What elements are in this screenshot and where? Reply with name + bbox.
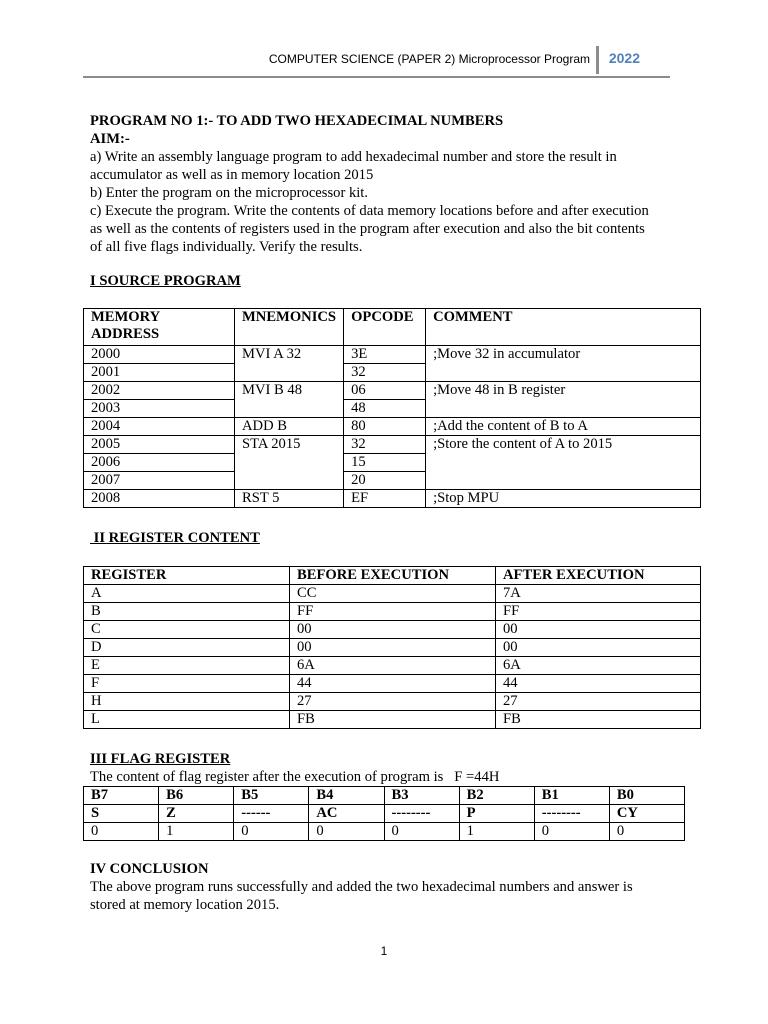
source-program-heading: I SOURCE PROGRAM xyxy=(90,273,241,289)
after-value: 6A xyxy=(496,657,701,675)
aim-line: a) Write an assembly language program to add hexadecimal number and store the result in xyxy=(90,149,617,165)
opcode-cell: 06 xyxy=(344,382,426,400)
comment-cell: ;Stop MPU xyxy=(426,490,701,508)
after-value: FF xyxy=(496,603,701,621)
flag-value: 0 xyxy=(234,823,309,841)
table-row xyxy=(84,490,701,508)
flag-name: CY xyxy=(609,805,684,823)
opcode-cell: 32 xyxy=(344,436,426,454)
table-row xyxy=(84,418,701,436)
register-content-heading: II REGISTER CONTENT xyxy=(90,530,260,546)
address-cell: 2007 xyxy=(84,472,235,490)
header-memory-address: MEMORY ADDRESS xyxy=(84,309,235,346)
aim-line: accumulator as well as in memory location 2015 xyxy=(90,167,374,183)
header-opcode: OPCODE xyxy=(344,309,426,346)
flag-bit: B2 xyxy=(459,787,534,805)
flag-names-row xyxy=(84,805,685,823)
opcode-cell: 3E xyxy=(344,346,426,364)
page-number: 1 xyxy=(380,944,388,958)
before-value: 27 xyxy=(290,693,496,711)
opcode-cell: 80 xyxy=(344,418,426,436)
flag-value: 1 xyxy=(159,823,234,841)
after-value: 44 xyxy=(496,675,701,693)
mnemonic-cell: MVI B 48 xyxy=(235,382,344,418)
conclusion-section xyxy=(90,860,690,914)
conclusion-line: The above program runs successfully and added the two hexadecimal numbers and answer is xyxy=(90,879,633,895)
header-separator xyxy=(596,46,599,74)
before-value: 00 xyxy=(290,639,496,657)
flag-bit: B3 xyxy=(384,787,459,805)
page-header xyxy=(83,44,670,78)
table-row xyxy=(84,675,701,693)
mnemonic-cell: MVI A 32 xyxy=(235,346,344,382)
register-name: B xyxy=(84,603,290,621)
program-title: PROGRAM NO 1:- TO ADD TWO HEXADECIMAL NUMBERS xyxy=(90,113,504,129)
table-row xyxy=(84,436,701,454)
flag-register-table xyxy=(83,786,685,841)
flag-bit: B4 xyxy=(309,787,384,805)
header-register: REGISTER xyxy=(84,567,290,585)
table-row xyxy=(84,639,701,657)
mnemonic-cell: ADD B xyxy=(235,418,344,436)
flag-value: 0 xyxy=(534,823,609,841)
after-value: 27 xyxy=(496,693,701,711)
flag-bit: B0 xyxy=(609,787,684,805)
source-program-table xyxy=(83,308,701,508)
mnemonic-cell: STA 2015 xyxy=(235,436,344,490)
conclusion-line: stored at memory location 2015. xyxy=(90,897,280,913)
flag-value: 1 xyxy=(459,823,534,841)
flag-values-row xyxy=(84,823,685,841)
opcode-cell: 20 xyxy=(344,472,426,490)
flag-value: 0 xyxy=(609,823,684,841)
address-cell: 2000 xyxy=(84,346,235,364)
register-name: E xyxy=(84,657,290,675)
flag-name: Z xyxy=(159,805,234,823)
before-value: CC xyxy=(290,585,496,603)
address-cell: 2005 xyxy=(84,436,235,454)
flag-bit: B1 xyxy=(534,787,609,805)
flag-value: 0 xyxy=(84,823,159,841)
table-row xyxy=(84,346,701,364)
flag-register-note: The content of flag register after the execution of program is F =44H xyxy=(90,769,500,785)
after-value: 00 xyxy=(496,639,701,657)
header-comment: COMMENT xyxy=(426,309,701,346)
table-header-row xyxy=(84,309,701,346)
address-cell: 2003 xyxy=(84,400,235,418)
mnemonic-cell: RST 5 xyxy=(235,490,344,508)
opcode-cell: EF xyxy=(344,490,426,508)
before-value: 44 xyxy=(290,675,496,693)
flag-name: -------- xyxy=(534,805,609,823)
opcode-cell: 48 xyxy=(344,400,426,418)
address-cell: 2006 xyxy=(84,454,235,472)
comment-cell: ;Move 32 in accumulator xyxy=(426,346,701,382)
header-after-execution: AFTER EXECUTION xyxy=(496,567,701,585)
table-row xyxy=(84,603,701,621)
table-header-row xyxy=(84,567,701,585)
flag-name: -------- xyxy=(384,805,459,823)
table-row xyxy=(84,621,701,639)
aim-line: c) Execute the program. Write the contents of data memory locations before and after execution xyxy=(90,203,649,219)
table-row xyxy=(84,585,701,603)
flag-bits-row xyxy=(84,787,685,805)
register-name: C xyxy=(84,621,290,639)
after-value: 00 xyxy=(496,621,701,639)
flag-name: ------ xyxy=(234,805,309,823)
address-cell: 2004 xyxy=(84,418,235,436)
address-cell: 2002 xyxy=(84,382,235,400)
register-name: D xyxy=(84,639,290,657)
flag-name: S xyxy=(84,805,159,823)
before-value: 6A xyxy=(290,657,496,675)
aim-label: AIM:- xyxy=(90,131,130,147)
aim-line: b) Enter the program on the microprocessor kit. xyxy=(90,185,369,201)
register-content-table xyxy=(83,566,701,729)
comment-cell: ;Store the content of A to 2015 xyxy=(426,436,701,490)
before-value: 00 xyxy=(290,621,496,639)
conclusion-heading: IV CONCLUSION xyxy=(90,861,209,877)
intro-section xyxy=(90,112,690,256)
flag-bit: B7 xyxy=(84,787,159,805)
opcode-cell: 32 xyxy=(344,364,426,382)
aim-line: as well as the contents of registers used in the program after execution and also the bit contents xyxy=(90,221,645,237)
header-mnemonics: MNEMONICS xyxy=(235,309,344,346)
register-name: L xyxy=(84,711,290,729)
address-cell: 2001 xyxy=(84,364,235,382)
before-value: FB xyxy=(290,711,496,729)
after-value: FB xyxy=(496,711,701,729)
flag-value: 0 xyxy=(309,823,384,841)
header-before-execution: BEFORE EXECUTION xyxy=(290,567,496,585)
before-value: FF xyxy=(290,603,496,621)
flag-name: P xyxy=(459,805,534,823)
flag-value: 0 xyxy=(384,823,459,841)
table-row xyxy=(84,693,701,711)
flag-register-heading: III FLAG REGISTER xyxy=(90,751,231,767)
table-row xyxy=(84,657,701,675)
comment-cell: ;Add the content of B to A xyxy=(426,418,701,436)
flag-bit: B5 xyxy=(234,787,309,805)
address-cell: 2008 xyxy=(84,490,235,508)
register-name: H xyxy=(84,693,290,711)
flag-bit: B6 xyxy=(159,787,234,805)
opcode-cell: 15 xyxy=(344,454,426,472)
header-title: COMPUTER SCIENCE (PAPER 2) Microprocessor Program xyxy=(268,52,590,66)
aim-line: of all five flags individually. Verify the results. xyxy=(90,239,363,255)
comment-cell: ;Move 48 in B register xyxy=(426,382,701,418)
table-row xyxy=(84,382,701,400)
register-name: F xyxy=(84,675,290,693)
register-name: A xyxy=(84,585,290,603)
table-row xyxy=(84,711,701,729)
header-year: 2022 xyxy=(608,50,640,66)
flag-name: AC xyxy=(309,805,384,823)
after-value: 7A xyxy=(496,585,701,603)
